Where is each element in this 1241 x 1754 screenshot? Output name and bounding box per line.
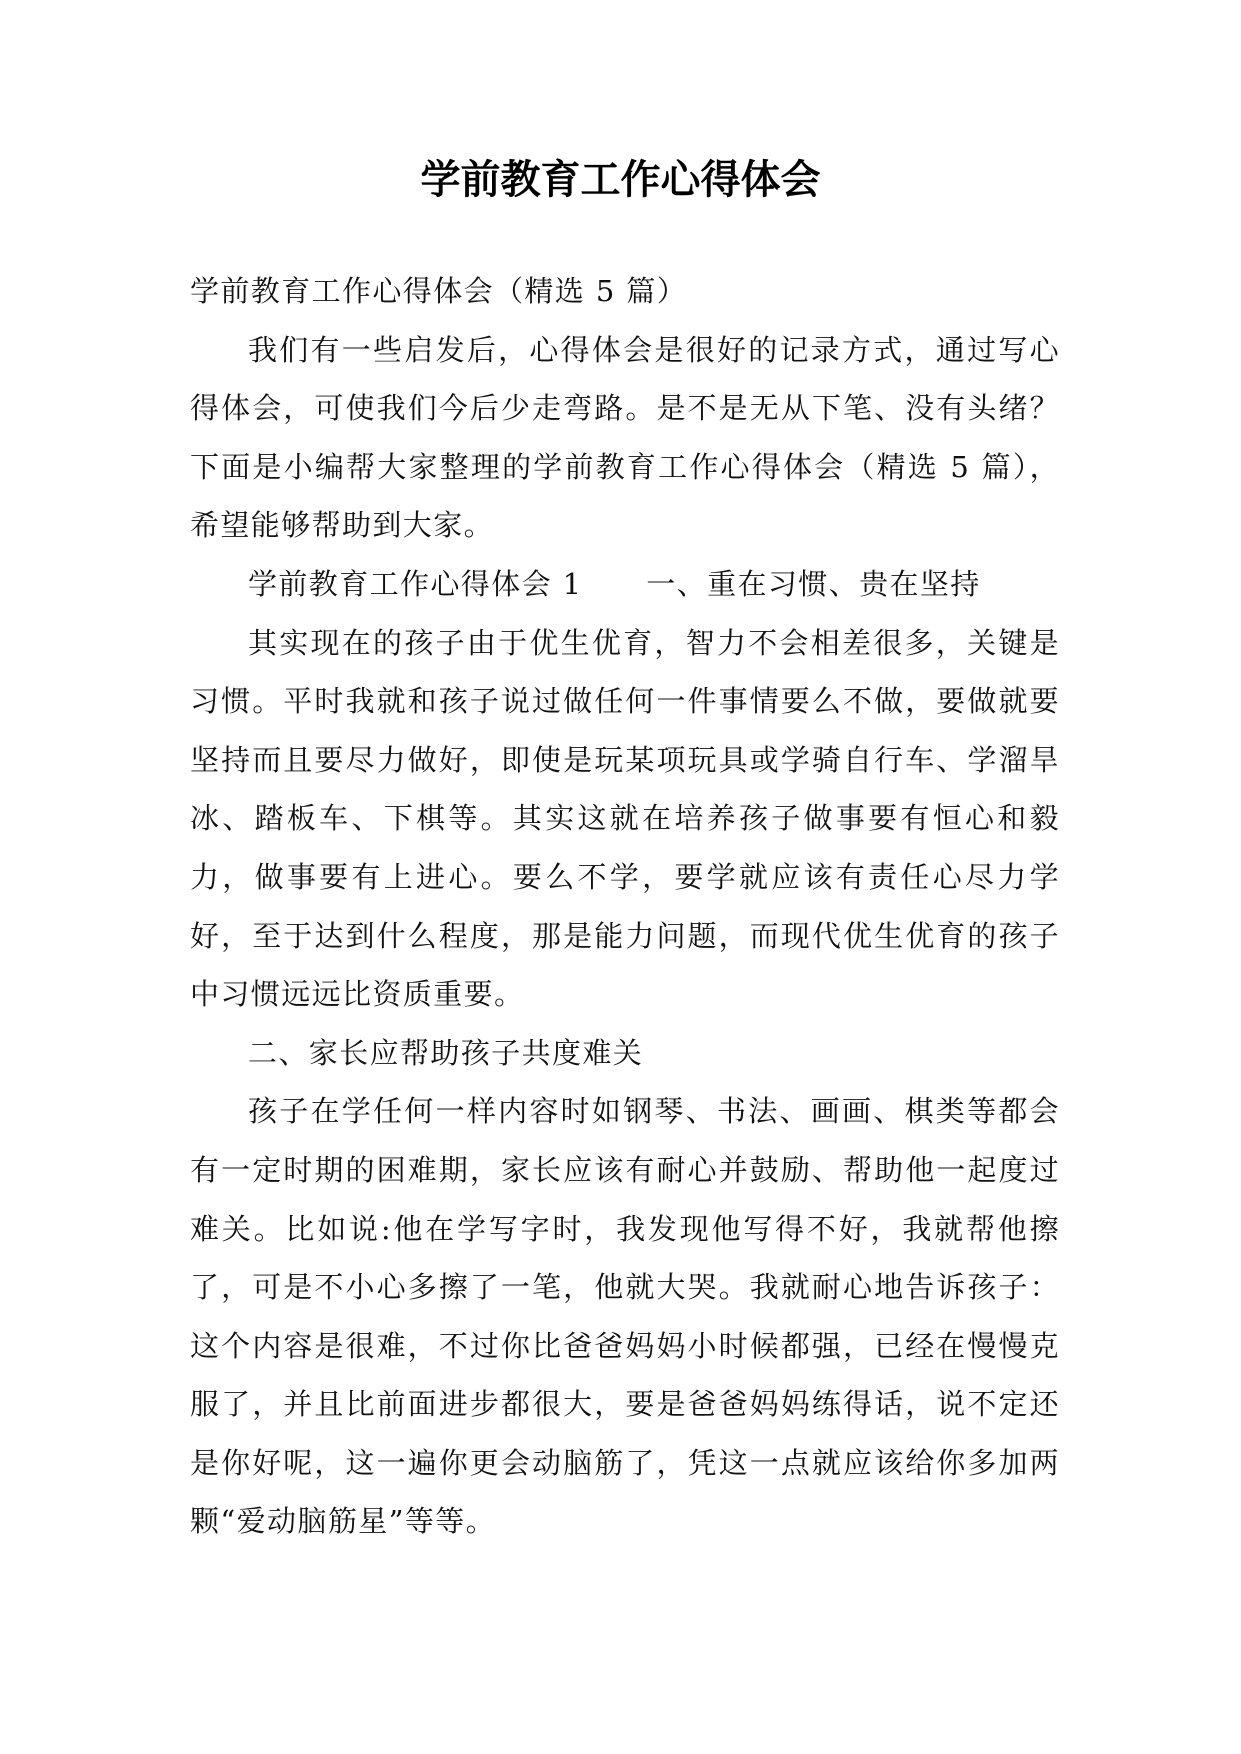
point2-heading: 二、家长应帮助孩子共度难关: [248, 1035, 644, 1070]
document-title: 学前教育工作心得体会: [420, 156, 821, 203]
point1-paragraph: 其实现在的孩子由于优生优育，智力不会相差很多，关键是习惯。平时我就和孩子说过做任何一件事情要么不做，要做就要坚持而且要尽力做好，即使是玩某项玩具或学骑自行车、学溜旱冰、踏板车、下棋等。其实这就在培养孩子做事要有恒心和毅力，做事要有上进心。要么不学，要学就应该有责任心尽力学好，至于达到什么程度，那是能力问题，而现代优生优育的孩子中习惯远远比资质重要。: [190, 625, 1060, 1012]
section-heading-line: [190, 555, 1060, 614]
point1-heading: 一、重在习惯、贵在坚持: [646, 566, 981, 601]
section1-heading: 学前教育工作心得体会 1: [248, 566, 583, 601]
document-body: [190, 262, 1060, 1551]
intro-paragraph: 我们有一些启发后，心得体会是很好的记录方式，通过写心得体会，可使我们今后少走弯路。是不是无从下笔、没有头绪？下面是小编帮大家整理的学前教育工作心得体会（精选 5 篇），希望能够帮助到大家。: [190, 332, 1060, 543]
point2-paragraph: 孩子在学任何一样内容时如钢琴、书法、画画、棋类等都会有一定时期的困难期，家长应该有耐心并鼓励、帮助他一起度过难关。比如说:他在学写字时，我发现他写得不好，我就帮他擦了，可是不小心多擦了一笔，他就大哭。我就耐心地告诉孩子：这个内容是很难，不过你比爸爸妈妈小时候都强，已经在慢慢克服了，并且比前面进步都很大，要是爸爸妈妈练得话，说不定还是你好呢，这一遍你更会动脑筋了，凭这一点就应该给你多加两颗“爱动脑筋星”等等。: [190, 1094, 1060, 1539]
document-subtitle: 学前教育工作心得体会（精选 5 篇）: [190, 274, 688, 308]
